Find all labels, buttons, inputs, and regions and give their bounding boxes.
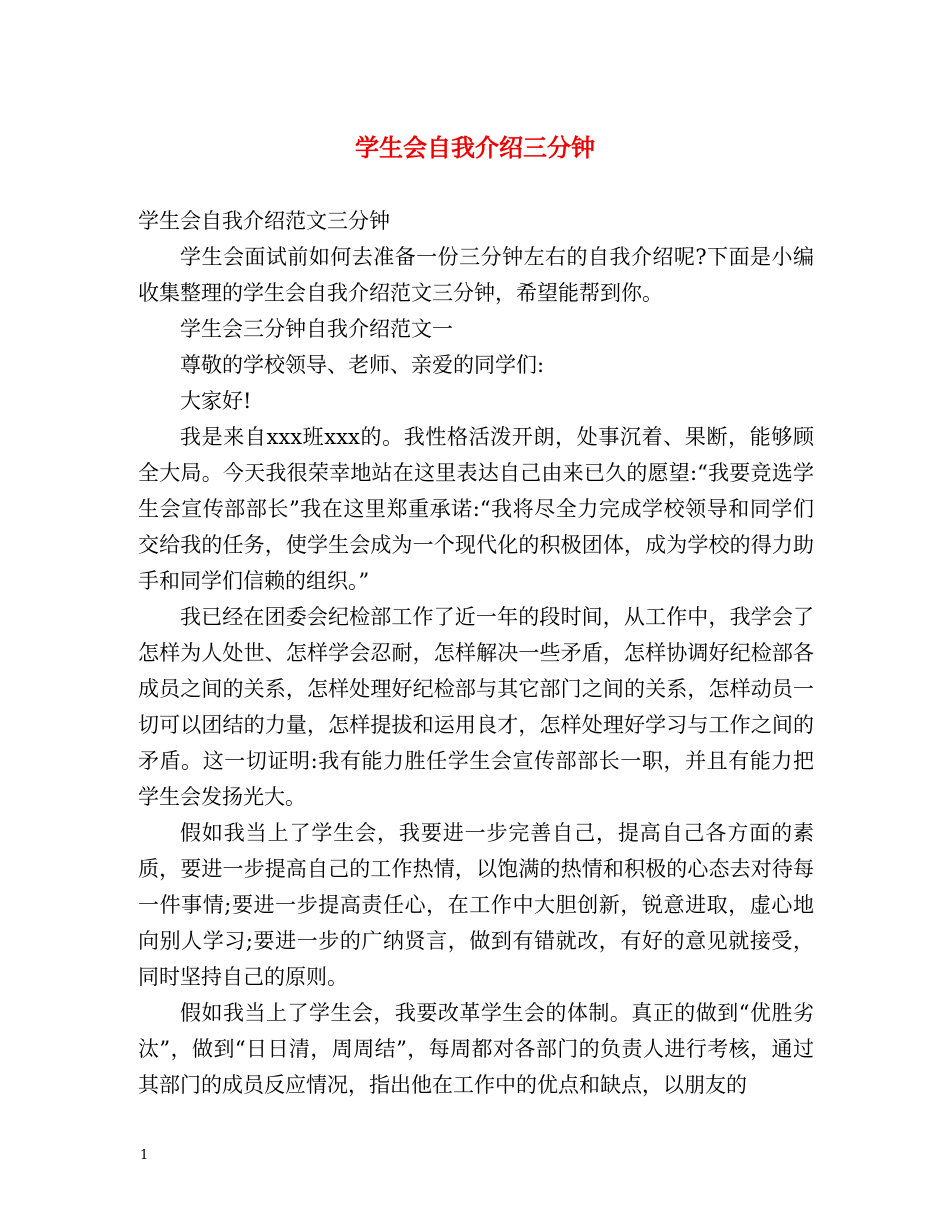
document-title: 学生会自我介绍三分钟 <box>355 133 595 162</box>
paragraph-self-intro: 我是来自xxx班xxx的。我性格活泼开朗，处事沉着、果断，能够顾全大局。今天我很荣幸地站在这里表达自己由来已久的愿望:“我要竞选学生会宣传部部长”我在这里郑重承诺:“我将尽全力完成学校领导和同学们交给我的任务，使学生会成为一个现代化的积极团体，成为学校的得力助手和同学们信赖的组织。” <box>138 425 814 593</box>
paragraph-salutation: 尊敬的学校领导、老师、亲爱的同学们: <box>180 353 545 377</box>
document-body <box>138 203 814 1103</box>
paragraph-subtitle: 学生会自我介绍范文三分钟 <box>138 209 390 233</box>
paragraph-section-heading: 学生会三分钟自我介绍范文一 <box>180 317 453 341</box>
page-number: 1 <box>140 1148 149 1163</box>
paragraph-plan-improve: 假如我当上了学生会，我要进一步完善自己，提高自己各方面的素质，要进一步提高自己的工作热情，以饱满的热情和积极的心态去对待每一件事情;要进一步提高责任心，在工作中大胆创新，锐意进取，虚心地向别人学习;要进一步的广纳贤言，做到有错就改，有好的意见就接受，同时坚持自己的原则。 <box>138 821 814 989</box>
paragraph-intro: 学生会面试前如何去准备一份三分钟左右的自我介绍呢?下面是小编收集整理的学生会自我介绍范文三分钟，希望能帮到你。 <box>138 245 814 305</box>
paragraph-experience: 我已经在团委会纪检部工作了近一年的段时间，从工作中，我学会了怎样为人处世、怎样学会忍耐，怎样解决一些矛盾，怎样协调好纪检部各成员之间的关系，怎样处理好纪检部与其它部门之间的关系，怎样动员一切可以团结的力量，怎样提拔和运用良才，怎样处理好学习与工作之间的矛盾。这一切证明:我有能力胜任学生会宣传部部长一职，并且有能力把学生会发扬光大。 <box>138 605 814 809</box>
paragraph-plan-reform: 假如我当上了学生会，我要改革学生会的体制。真正的做到“优胜劣汰”，做到“日日清，周周结”，每周都对各部门的负责人进行考核，通过其部门的成员反应情况，指出他在工作中的优点和缺点，以朋友的 <box>138 1001 814 1097</box>
paragraph-greeting: 大家好! <box>180 389 252 413</box>
